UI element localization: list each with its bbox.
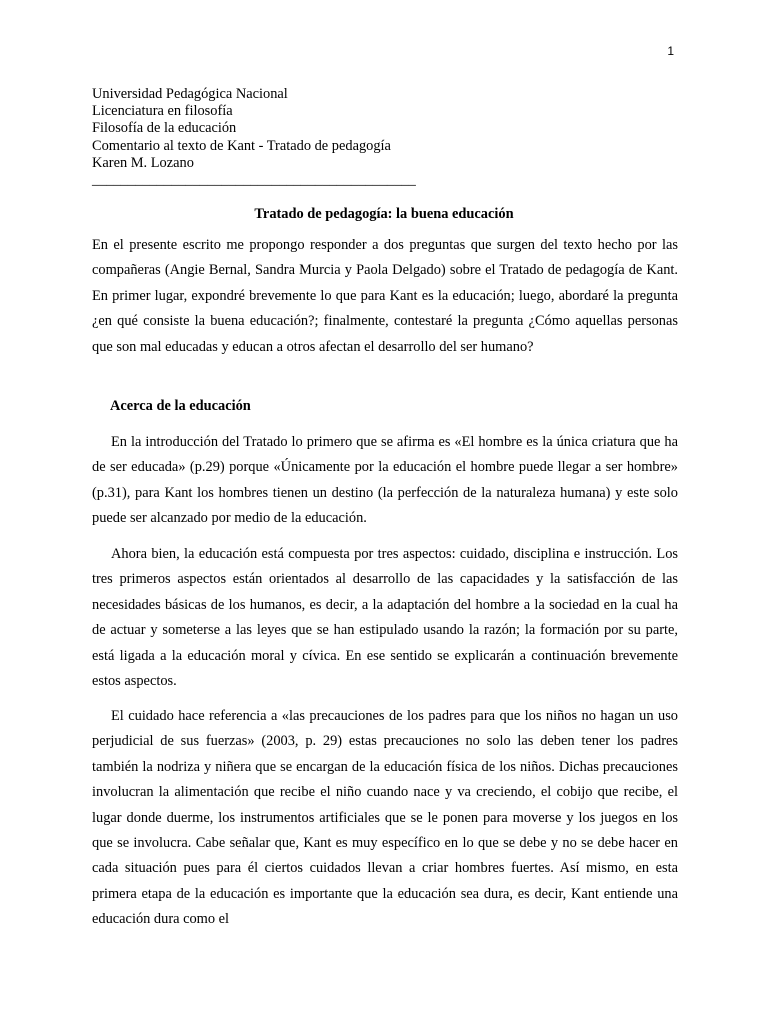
body-paragraph-1 xyxy=(92,430,678,532)
header-university: Universidad Pedagógica Nacional xyxy=(92,86,288,102)
header-author: Karen M. Lozano xyxy=(92,154,194,171)
body-paragraph-3 xyxy=(92,704,678,933)
document-header xyxy=(92,86,416,189)
header-rule: _____________________________________________ xyxy=(92,172,416,189)
header-course: Filosofía de la educación xyxy=(92,120,237,137)
body-paragraph-2 xyxy=(92,542,678,694)
page-number: 1 xyxy=(667,44,674,58)
paragraph-text: Ahora bien, la educación está compuesta por tres aspectos: cuidado, disciplina e instrucción. Los tres primeros aspectos están orientados al desarrollo de las capacidades y la satisfacción de las necesidades básicas de los humanos, es decir, a la adaptación del hombre a la sociedad en la cual ha de actuar y someterse a las leyes que se han estipulado usando la razón; la formación por su parte, está ligada a la educación moral y cívica. En ese sentido se explicarán a continuación brevemente estos aspectos. xyxy=(92,546,678,690)
paragraph-text: El cuidado hace referencia a «las precauciones de los padres para que los niños no hagan un uso perjudicial de sus fuerzas» (2003, p. 29) estas precauciones no solo las deben tener los padres también la nodriza y niñera que se encargan de la educación física de los niños. Dichas precauciones involucran la alimentación que recibe el niño cuando nace y va creciendo, el cobijo que recibe, el lugar donde duerme, los instrumentos artificiales que se le ponen para moverse y los juegos en los que se involucra. Cabe señalar que, Kant es muy específico en lo que se debe y no se debe hacer en cada situación pues para él ciertos cuidados llevan a criar hombres fuertes. Así mismo, en esta primera etapa de la educación es importante que la educación sea dura, es decir, Kant entiende una educación dura como el xyxy=(92,708,678,928)
header-program: Licenciatura en filosofía xyxy=(92,103,233,120)
section-heading: Acerca de la educación xyxy=(110,398,251,414)
header-assignment: Comentario al texto de Kant - Tratado de pedagogía xyxy=(92,137,391,154)
intro-paragraph xyxy=(92,233,678,360)
paragraph-text: En la introducción del Tratado lo primero que se afirma es «El hombre es la única criatura que ha de ser educada» (p.29) porque «Únicamente por la educación el hombre puede llegar a ser hombre» (p.31), para Kant los hombres tienen un destino (la perfección de la naturaleza humana) y este solo puede ser alcanzado por medio de la educación. xyxy=(92,434,678,527)
intro-text: En el presente escrito me propongo responder a dos preguntas que surgen del texto hecho por las compañeras (Angie Bernal, Sandra Murcia y Paola Delgado) sobre el Tratado de pedagogía de Kant. En primer lugar, expondré brevemente lo que para Kant es la educación; luego, abordaré la pregunta ¿en qué consiste la buena educación?; finalmente, contestaré la pregunta ¿Cómo aquellas personas que son mal educadas y educan a otros afectan el desarrollo del ser humano? xyxy=(92,237,678,355)
document-title: Tratado de pedagogía: la buena educación xyxy=(254,206,514,222)
